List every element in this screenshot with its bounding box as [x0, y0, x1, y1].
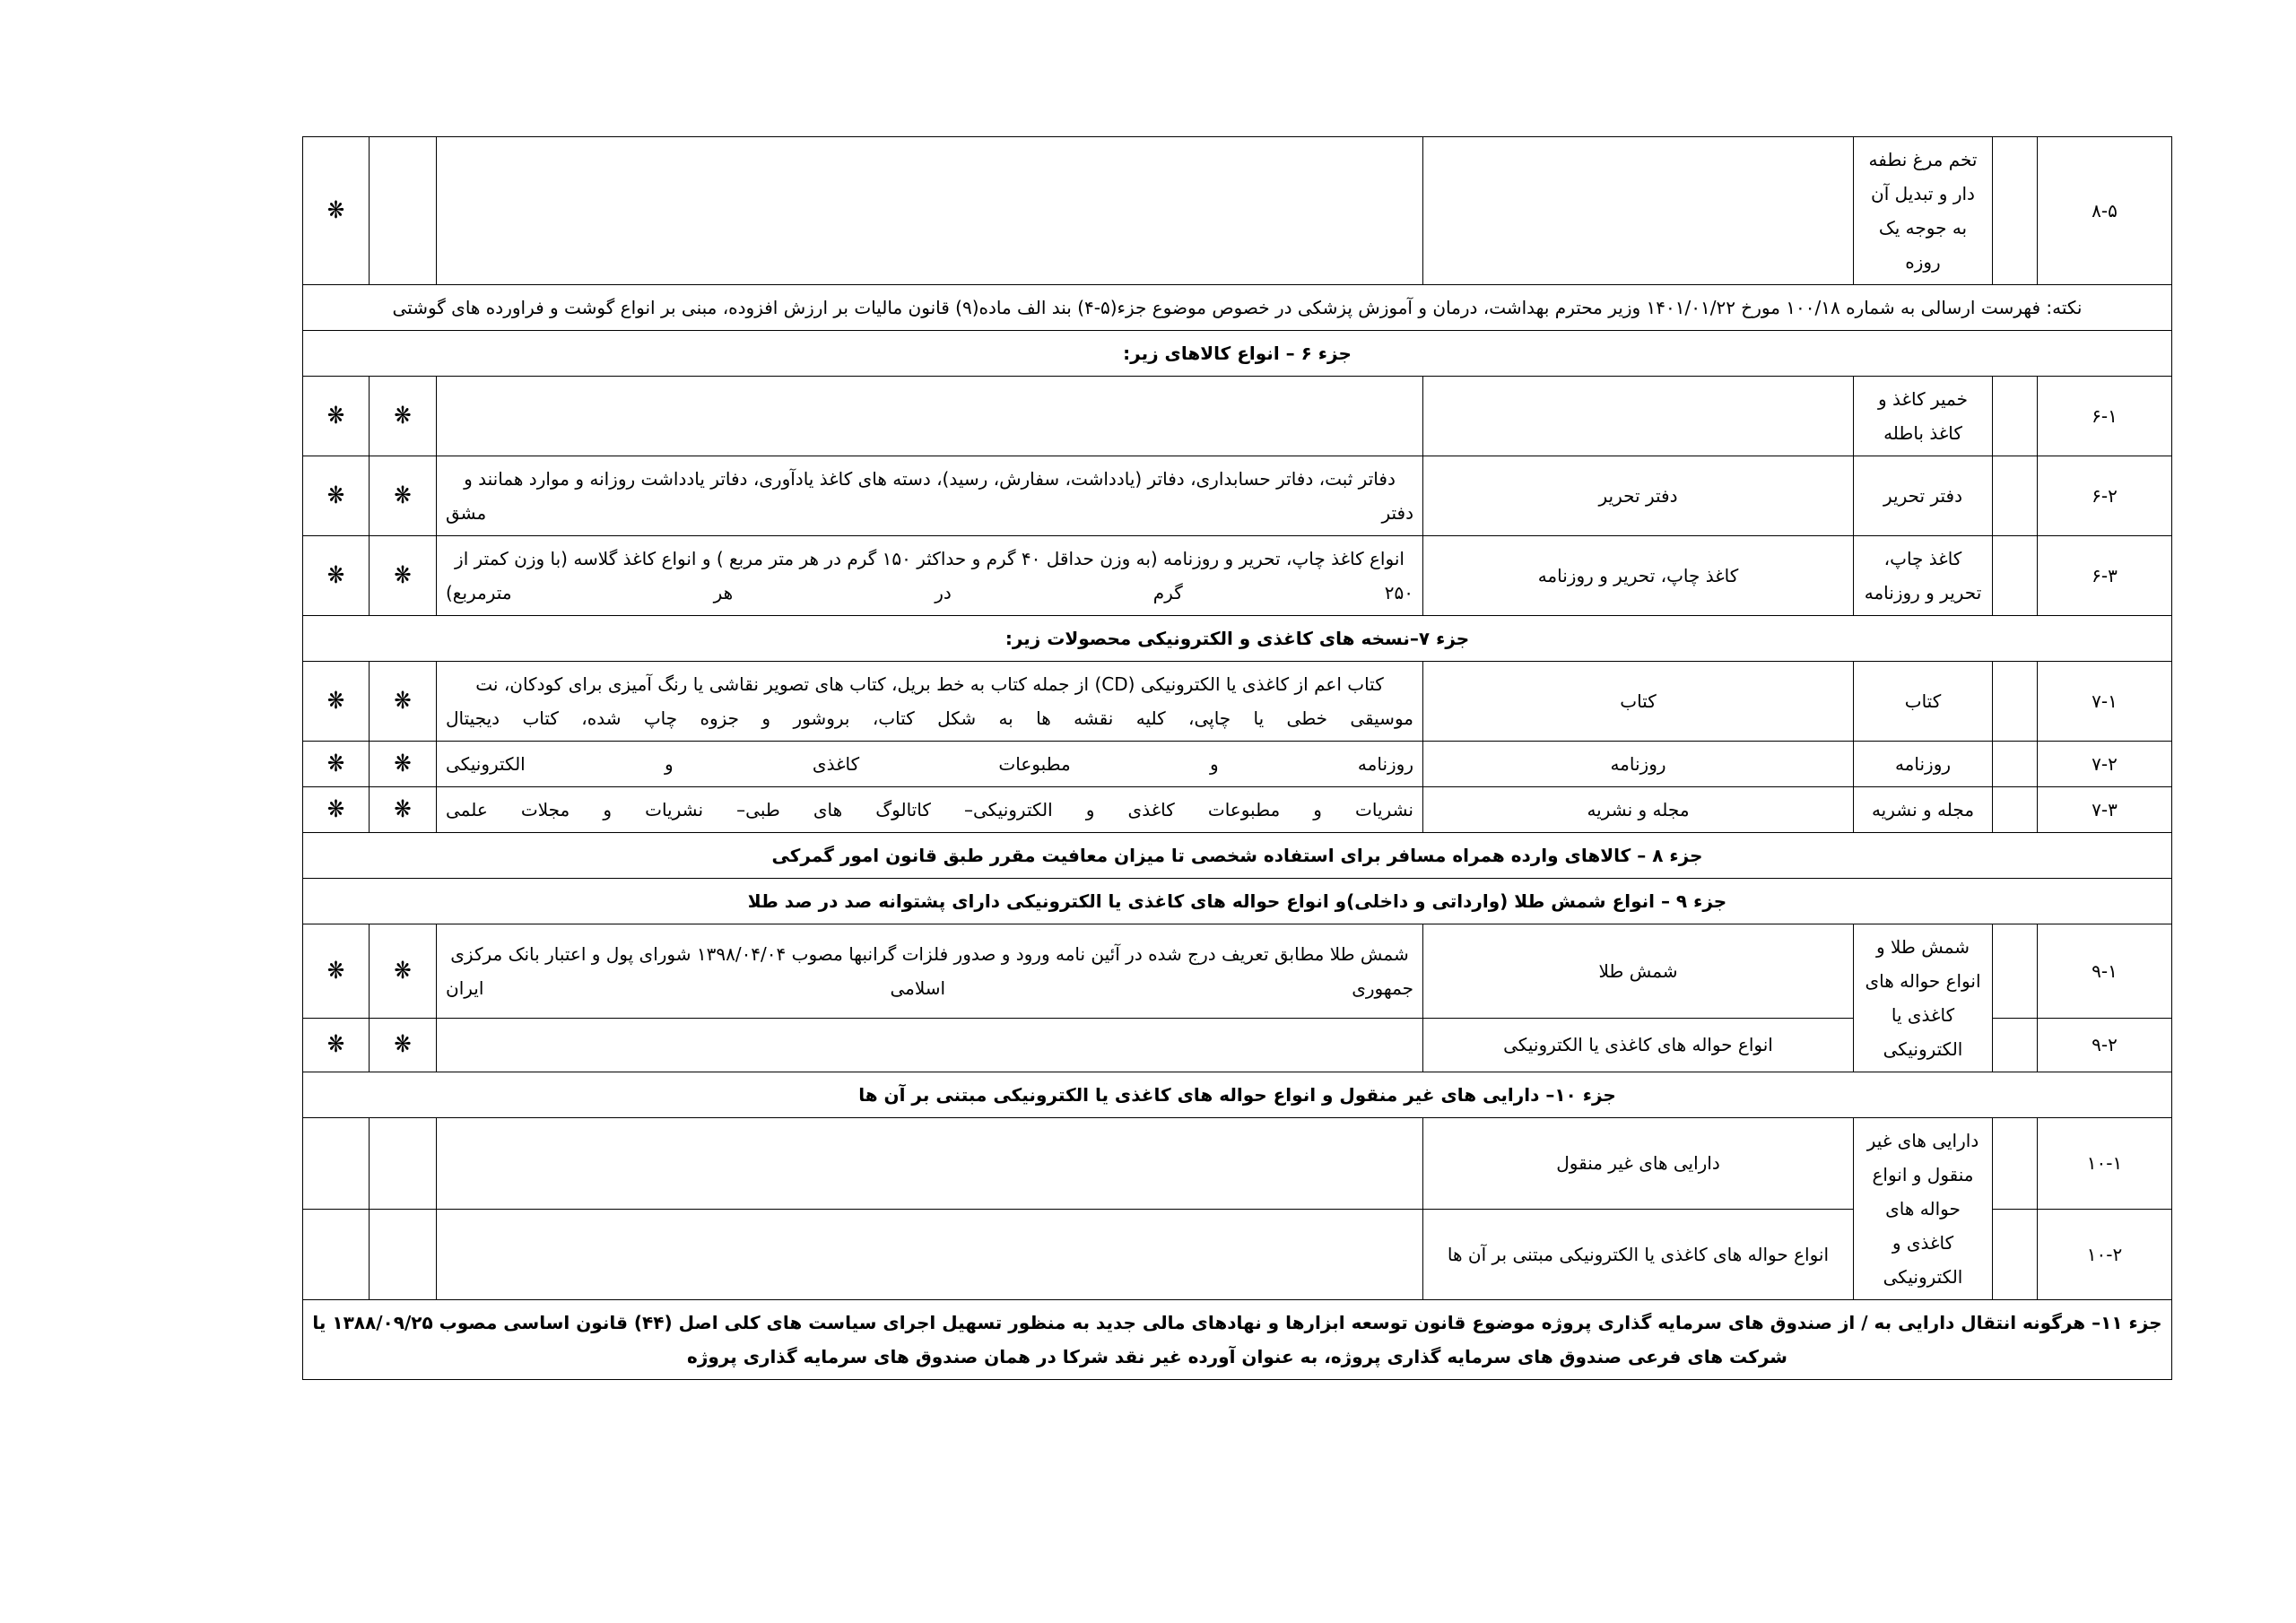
row-blank-cell	[1993, 456, 2038, 536]
table-row	[303, 377, 2172, 456]
asterisk-icon: ❋	[394, 402, 412, 430]
row-code: ۷-۲	[2038, 742, 2172, 787]
row-code: ۹-۱	[2038, 924, 2172, 1019]
row-star-mark-secondary	[370, 377, 437, 456]
row-description: دارایی های غیر منقول	[1423, 1118, 1854, 1210]
row-detail-text	[437, 377, 1423, 456]
row-description	[1423, 377, 1854, 456]
row-blank-cell	[1993, 924, 2038, 1019]
row-goods-name: کاغذ چاپ، تحریر و روزنامه	[1854, 536, 1993, 616]
table-section-header-row	[303, 616, 2172, 662]
row-detail-text: انواع کاغذ چاپ، تحریر و روزنامه (به وزن حداقل ۴۰ گرم و حداکثر ۱۵۰ گرم در هر متر مربع ) و انواع کاغذ گلاسه (با وزن کمتر از ۲۵۰ گرم در هر مترمربع)	[437, 536, 1423, 616]
row-blank-cell	[1993, 662, 2038, 742]
row-star-mark-primary	[303, 1018, 370, 1072]
row-star-mark-primary	[303, 1209, 370, 1300]
row-blank-cell	[1993, 787, 2038, 833]
row-star-mark-primary	[303, 536, 370, 616]
table-section-header-row	[303, 879, 2172, 924]
row-code: ۶-۳	[2038, 536, 2172, 616]
row-description: انواع حواله های کاغذی یا الکترونیکی	[1423, 1018, 1854, 1072]
row-blank-cell	[1993, 137, 2038, 285]
row-star-mark-primary	[303, 787, 370, 833]
row-star-mark-primary	[303, 662, 370, 742]
row-star-mark-primary	[303, 377, 370, 456]
table-row	[303, 456, 2172, 536]
table-body	[303, 137, 2172, 1380]
asterisk-icon: ❋	[326, 795, 345, 823]
row-blank-cell	[1993, 742, 2038, 787]
row-blank-cell	[1993, 377, 2038, 456]
asterisk-icon: ❋	[326, 957, 345, 985]
final-clause-text: جزء ۱۱– هرگونه انتقال دارایی به / از صندوق های سرمایه گذاری پروژه موضوع قانون توسعه ابزارها و نهادهای مالی جدید به منظور تسهیل اجرای سیاست های کلی اصل (۴۴) قانون اساسی مصوب ۱۳۸۸/۰۹/۲۵ یا شرکت های فرعی صندوق های سرمایه گذاری پروژه، به عنوان آورده غیر نقد شرکا در همان صندوق های سرمایه گذاری پروژه	[303, 1300, 2172, 1380]
row-star-mark-secondary	[370, 662, 437, 742]
row-goods-name: تخم مرغ نطفه دار و تبدیل آن به جوجه یک روزه	[1854, 137, 1993, 285]
table-note-row	[303, 285, 2172, 331]
row-code: ۱۰-۱	[2038, 1118, 2172, 1210]
asterisk-icon: ❋	[326, 402, 345, 430]
asterisk-icon: ❋	[394, 795, 412, 823]
row-star-mark-primary	[303, 137, 370, 285]
asterisk-icon: ❋	[326, 750, 345, 777]
row-blank-cell	[1993, 1209, 2038, 1300]
row-code: ۷-۳	[2038, 787, 2172, 833]
row-goods-name: دارایی های غیر منقول و انواع حواله های کاغذی و الکترونیکی	[1854, 1118, 1993, 1300]
row-detail-text	[437, 1018, 1423, 1072]
row-star-mark-primary	[303, 1118, 370, 1210]
asterisk-icon: ❋	[394, 1031, 412, 1059]
row-code: ۱۰-۲	[2038, 1209, 2172, 1300]
row-star-mark-secondary	[370, 456, 437, 536]
asterisk-icon: ❋	[394, 750, 412, 777]
asterisk-icon: ❋	[326, 687, 345, 715]
table-row	[303, 924, 2172, 1019]
table-row	[303, 662, 2172, 742]
table-row	[303, 742, 2172, 787]
row-blank-cell	[1993, 1018, 2038, 1072]
row-star-mark-secondary	[370, 1118, 437, 1210]
goods-classification-table	[302, 136, 2172, 1380]
row-detail-text: روزنامه و مطبوعات کاغذی و الکترونیکی	[437, 742, 1423, 787]
row-description: انواع حواله های کاغذی یا الکترونیکی مبتنی بر آن ها	[1423, 1209, 1854, 1300]
row-star-mark-secondary	[370, 924, 437, 1019]
row-code: ۶-۱	[2038, 377, 2172, 456]
table-row	[303, 137, 2172, 285]
row-code: ۷-۱	[2038, 662, 2172, 742]
row-goods-name: شمش طلا و انواع حواله های کاغذی یا الکترونیکی	[1854, 924, 1993, 1072]
row-star-mark-secondary	[370, 137, 437, 285]
row-star-mark-primary	[303, 742, 370, 787]
row-goods-name: مجله و نشریه	[1854, 787, 1993, 833]
row-code: ۹-۲	[2038, 1018, 2172, 1072]
row-blank-cell	[1993, 1118, 2038, 1210]
section-header-text: جزء ۷–نسخه های کاغذی و الکترونیکی محصولات زیر:	[303, 616, 2172, 662]
asterisk-icon: ❋	[326, 482, 345, 509]
row-detail-text: کتاب اعم از کاغذی یا الکترونیکی (CD) از جمله کتاب به خط بریل، کتاب های تصویر نقاشی یا رنگ آمیزی برای کودکان، نت موسیقی خطی یا چاپی، کلیه نقشه ها به شکل کتاب، بروشور و جزوه چاپ شده، کتاب دیجیتال	[437, 662, 1423, 742]
row-goods-name: خمیر کاغذ و کاغذ باطله	[1854, 377, 1993, 456]
row-star-mark-primary	[303, 456, 370, 536]
asterisk-icon: ❋	[394, 482, 412, 509]
table-final-clause-row	[303, 1300, 2172, 1380]
asterisk-icon: ❋	[326, 561, 345, 589]
row-detail-text: نشریات و مطبوعات کاغذی و الکترونیکی– کاتالوگ های طبی– نشریات و مجلات علمی	[437, 787, 1423, 833]
row-detail-text: دفاتر ثبت، دفاتر حسابداری، دفاتر (یادداشت، سفارش، رسید)، دسته های کاغذ یادآوری، دفاتر یادداشت روزانه و موارد همانند و دفتر مشق	[437, 456, 1423, 536]
row-detail-text: شمش طلا مطابق تعریف درج شده در آئین نامه ورود و صدور فلزات گرانبها مصوب ۱۳۹۸/۰۴/۰۴ شورای پول و اعتبار بانک مرکزی جمهوری اسلامی ایران	[437, 924, 1423, 1019]
table-section-header-row	[303, 331, 2172, 377]
row-code: ۶-۲	[2038, 456, 2172, 536]
row-detail-text	[437, 137, 1423, 285]
row-star-mark-secondary	[370, 1018, 437, 1072]
asterisk-icon: ❋	[326, 196, 345, 224]
row-detail-text	[437, 1209, 1423, 1300]
row-goods-name: کتاب	[1854, 662, 1993, 742]
row-description: دفتر تحریر	[1423, 456, 1854, 536]
note-text: نکته: فهرست ارسالی به شماره ۱۰۰/۱۸ مورخ ۱۴۰۱/۰۱/۲۲ وزیر محترم بهداشت، درمان و آموزش پزشکی در خصوص موضوع جزء(۵-۴) بند الف ماده(۹) قانون مالیات بر ارزش افزوده، مبنی بر انواع گوشت و فراورده های گوشتی	[303, 285, 2172, 331]
row-description: کاغذ چاپ، تحریر و روزنامه	[1423, 536, 1854, 616]
table-section-header-row	[303, 833, 2172, 879]
section-header-text: جزء ۱۰– دارایی های غیر منقول و انواع حواله های کاغذی یا الکترونیکی مبتنی بر آن ها	[303, 1072, 2172, 1118]
row-star-mark-primary	[303, 924, 370, 1019]
row-description: شمش طلا	[1423, 924, 1854, 1019]
asterisk-icon: ❋	[394, 687, 412, 715]
row-star-mark-secondary	[370, 787, 437, 833]
asterisk-icon: ❋	[394, 957, 412, 985]
section-header-text: جزء ۸ – کالاهای وارده همراه مسافر برای استفاده شخصی تا میزان معافیت مقرر طبق قانون امور گمرکی	[303, 833, 2172, 879]
row-code: ۸-۵	[2038, 137, 2172, 285]
table-row	[303, 536, 2172, 616]
row-star-mark-secondary	[370, 536, 437, 616]
row-detail-text	[437, 1118, 1423, 1210]
row-description: روزنامه	[1423, 742, 1854, 787]
row-description: مجله و نشریه	[1423, 787, 1854, 833]
asterisk-icon: ❋	[394, 561, 412, 589]
row-blank-cell	[1993, 536, 2038, 616]
row-goods-name: روزنامه	[1854, 742, 1993, 787]
row-star-mark-secondary	[370, 742, 437, 787]
row-description: کتاب	[1423, 662, 1854, 742]
row-description	[1423, 137, 1854, 285]
table-row	[303, 1118, 2172, 1210]
row-goods-name: دفتر تحریر	[1854, 456, 1993, 536]
table-section-header-row	[303, 1072, 2172, 1118]
row-star-mark-secondary	[370, 1209, 437, 1300]
section-header-text: جزء ۶ – انواع کالاهای زیر:	[303, 331, 2172, 377]
table-container	[303, 136, 2172, 1380]
asterisk-icon: ❋	[326, 1031, 345, 1059]
section-header-text: جزء ۹ – انواع شمش طلا (وارداتی و داخلی)و انواع حواله های کاغذی یا الکترونیکی دارای پشتوانه صد در صد طلا	[303, 879, 2172, 924]
table-row	[303, 787, 2172, 833]
